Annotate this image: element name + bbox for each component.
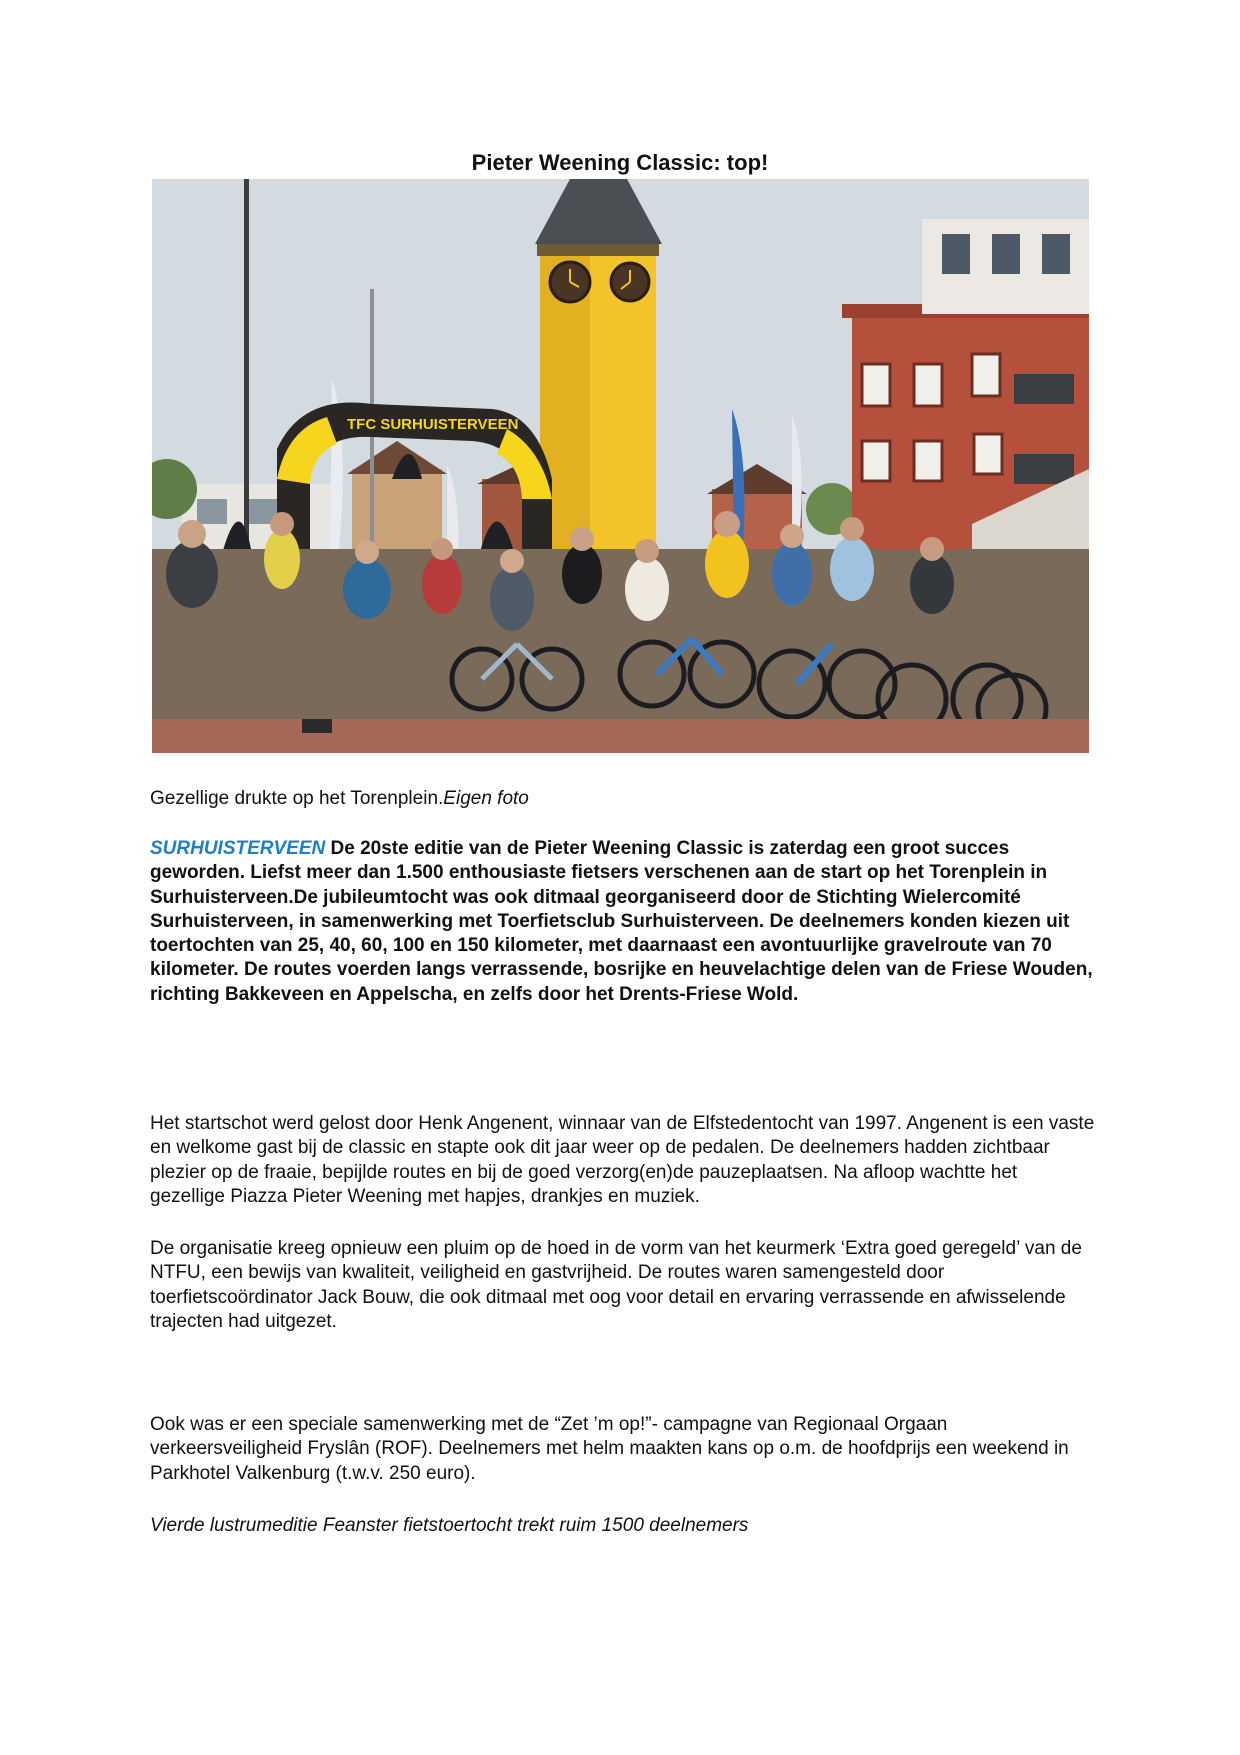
- dateline: SURHUISTERVEEN: [150, 838, 326, 859]
- photo-illustration: [152, 179, 1089, 753]
- lead-text: De 20ste editie van de Pieter Weening Classic is zaterdag een groot succes geworden. Liefst meer dan 1.500 enthousiaste fietsers verschenen aan de start op het Torenplein in Surhuisterveen.De jubileumtocht was ook ditmaal georganiseerd door de Stichting Wielercomité Surhuisterveen, in samenwerking met Toerfietsclub Surhuisterveen. De deelnemers konden kiezen uit toertochten van 25, 40, 60, 100 en 150 kilometer, met daarnaast een avontuurlijke gravelroute van 70 kilometer. De routes voerden langs verrassende, bosrijke en heuvelachtige delen van de Friese Wouden, richting Bakkeveen en Appelscha, en zelfs door het Drents-Friese Wold.: [150, 838, 1093, 1005]
- arch-text: TFC SURHUISTERVEEN: [347, 416, 519, 433]
- related-article-link: Vierde lustrumeditie Feanster fietstoertocht trekt ruim 1500 deelnemers: [150, 1515, 749, 1536]
- body-paragraph: De organisatie kreeg opnieuw een pluim op de hoed in de vorm van het keurmerk ‘Extra goed geregeld’ van de NTFU, een bewijs van kwaliteit, veiligheid en gastvrijheid. De routes waren samengesteld door toerfietscoördinator Jack Bouw, die ook ditmaal met oog voor detail en ervaring verrassende en afwisselende trajecten had uitgezet.: [150, 1238, 1082, 1332]
- caption-credit: Eigen foto: [443, 788, 529, 809]
- body-paragraph: Ook was er een speciale samenwerking met de “Zet ’m op!”- campagne van Regionaal Orgaan verkeersveiligheid Fryslân (ROF). Deelnemers met helm maakten kans op o.m. de hoofdprijs een weekend in Parkhotel Valkenburg (t.w.v. 250 euro).: [150, 1414, 1069, 1484]
- article-title: Pieter Weening Classic: top!: [471, 150, 769, 175]
- photo-caption: [150, 787, 529, 811]
- article-photo: [152, 179, 1089, 753]
- lead-paragraph: [150, 837, 1095, 1007]
- caption-text: Gezellige drukte op het Torenplein.: [150, 788, 444, 809]
- body-paragraph: Het startschot werd gelost door Henk Angenent, winnaar van de Elfstedentocht van 1997. Angenent is een vaste en welkome gast bij de classic en stapte ook dit jaar weer op de pedalen. De deelnemers hadden zichtbaar plezier op de fraaie, bepijlde routes en bij de goed verzorg(en)de pauzeplaatsen. Na afloop wachtte het gezellige Piazza Pieter Weening met hapjes, drankjes en muziek.: [150, 1113, 1095, 1207]
